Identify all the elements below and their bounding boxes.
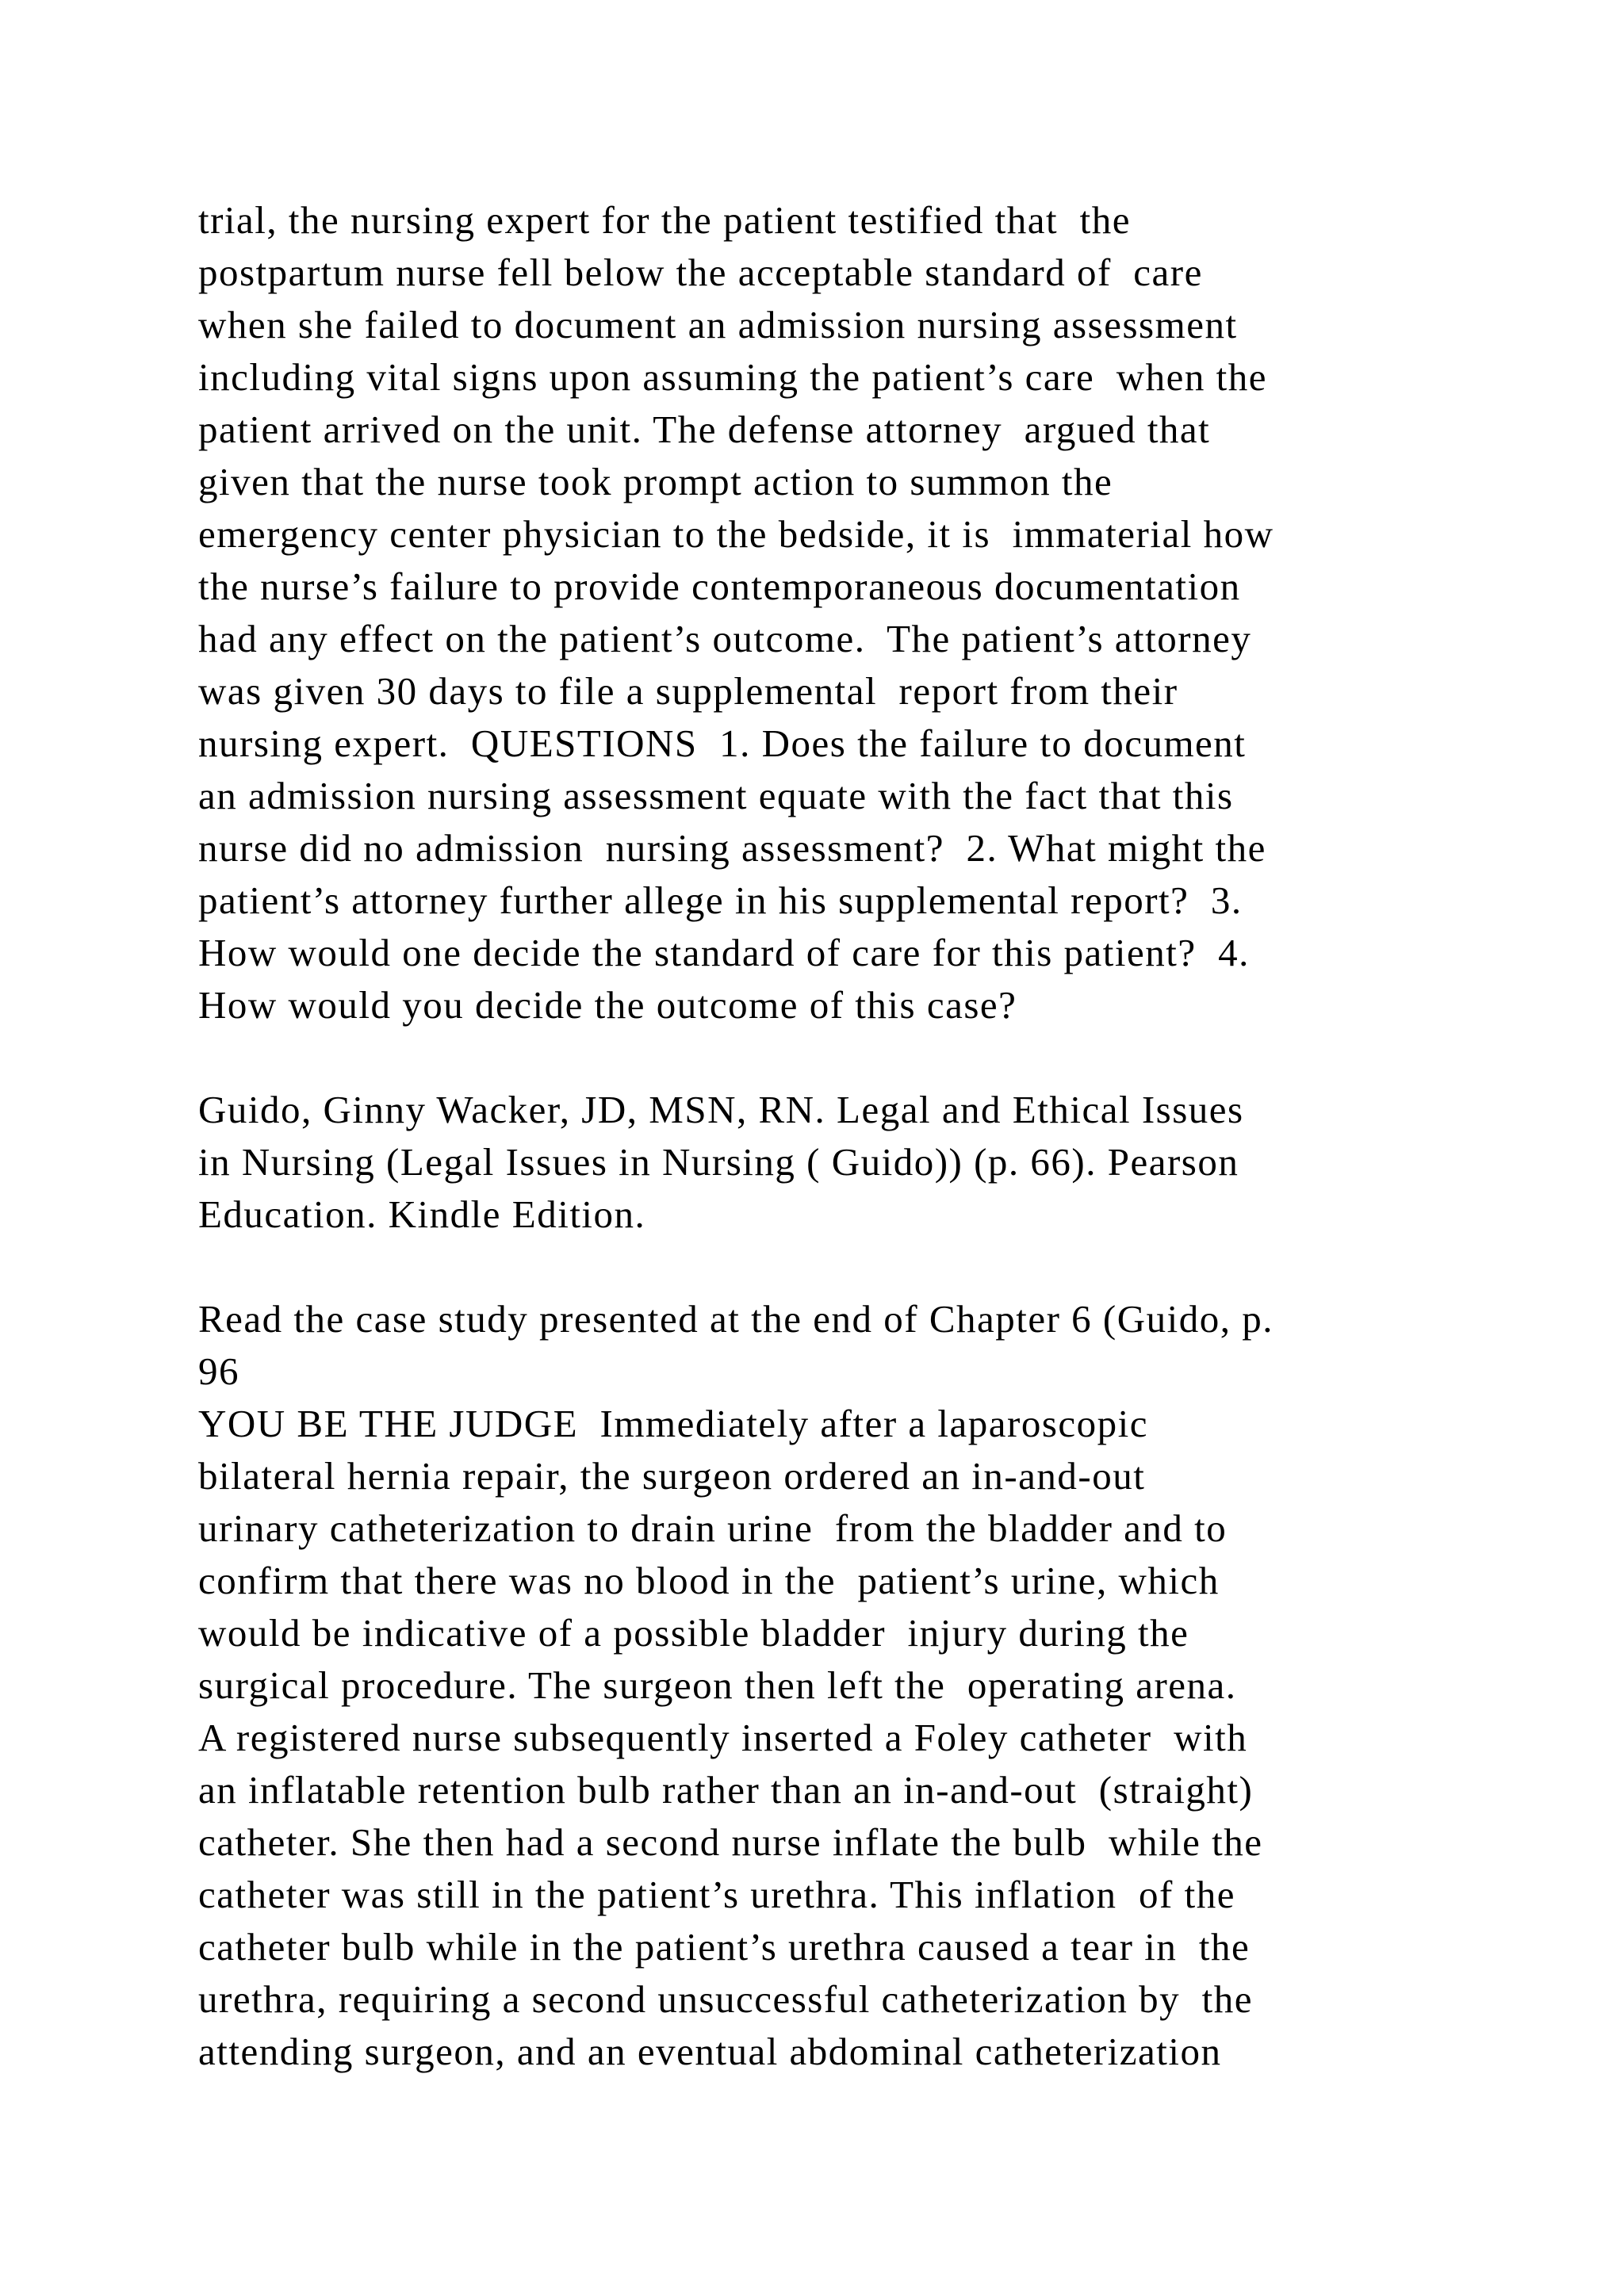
text-line: bilateral hernia repair, the surgeon ordered an in-and-out [198, 1454, 1146, 1498]
text-line: would be indicative of a possible bladder injury during the [198, 1611, 1189, 1655]
case-study-paragraph [198, 1293, 1499, 2078]
text-line: an inflatable retention bulb rather than an in-and-out (straight) [198, 1768, 1254, 1812]
text-line: patient arrived on the unit. The defense attorney argued that [198, 408, 1211, 451]
text-line: urinary catheterization to drain urine from the bladder and to [198, 1506, 1228, 1550]
text-line: How would you decide the outcome of this case? [198, 983, 1017, 1027]
text-line: nurse did no admission nursing assessment? 2. What might the [198, 826, 1266, 870]
text-line: the nurse’s failure to provide contemporaneous documentation [198, 564, 1241, 608]
text-line: catheter was still in the patient’s urethra. This inflation of the [198, 1873, 1235, 1916]
text-line: urethra, requiring a second unsuccessful catheterization by the [198, 1977, 1254, 2021]
text-line: catheter. She then had a second nurse inflate the bulb while the [198, 1820, 1263, 1864]
text-line: in Nursing (Legal Issues in Nursing ( Guido)) (p. 66). Pearson [198, 1140, 1239, 1184]
text-line: trial, the nursing expert for the patient testified that the [198, 198, 1131, 242]
case-paragraph [198, 194, 1499, 1031]
text-line: How would one decide the standard of care for this patient? 4. [198, 931, 1250, 974]
text-line: emergency center physician to the bedside, it is immaterial how [198, 512, 1274, 556]
text-line: given that the nurse took prompt action to summon the [198, 460, 1113, 503]
document-body [198, 194, 1499, 2078]
text-line: 96 [198, 1349, 239, 1393]
text-line: YOU BE THE JUDGE Immediately after a laparoscopic [198, 1402, 1149, 1445]
text-line: catheter bulb while in the patient’s urethra caused a tear in the [198, 1925, 1251, 1969]
text-line: including vital signs upon assuming the patient’s care when the [198, 355, 1267, 399]
text-line: when she failed to document an admission nursing assessment [198, 303, 1238, 346]
text-line: Education. Kindle Edition. [198, 1192, 646, 1236]
text-line: confirm that there was no blood in the patient’s urine, which [198, 1559, 1220, 1602]
text-line: was given 30 days to file a supplemental report from their [198, 669, 1178, 713]
text-line: A registered nurse subsequently inserted a Foley catheter with [198, 1716, 1248, 1759]
paragraph-spacer [198, 1241, 1499, 1293]
text-line: nursing expert. QUESTIONS 1. Does the failure to document [198, 721, 1247, 765]
text-line: an admission nursing assessment equate with the fact that this [198, 774, 1234, 817]
text-line: attending surgeon, and an eventual abdominal catheterization [198, 2030, 1222, 2073]
text-line: surgical procedure. The surgeon then left the operating arena. [198, 1663, 1237, 1707]
text-line: patient’s attorney further allege in his supplemental report? 3. [198, 878, 1243, 922]
text-line: Guido, Ginny Wacker, JD, MSN, RN. Legal and Ethical Issues [198, 1088, 1244, 1131]
text-line: had any effect on the patient’s outcome. The patient’s attorney [198, 617, 1252, 660]
citation-paragraph [198, 1084, 1499, 1241]
text-line: postpartum nurse fell below the acceptable standard of care [198, 251, 1203, 294]
paragraph-spacer [198, 1031, 1499, 1084]
text-line: Read the case study presented at the end of Chapter 6 (Guido, p. [198, 1297, 1274, 1341]
